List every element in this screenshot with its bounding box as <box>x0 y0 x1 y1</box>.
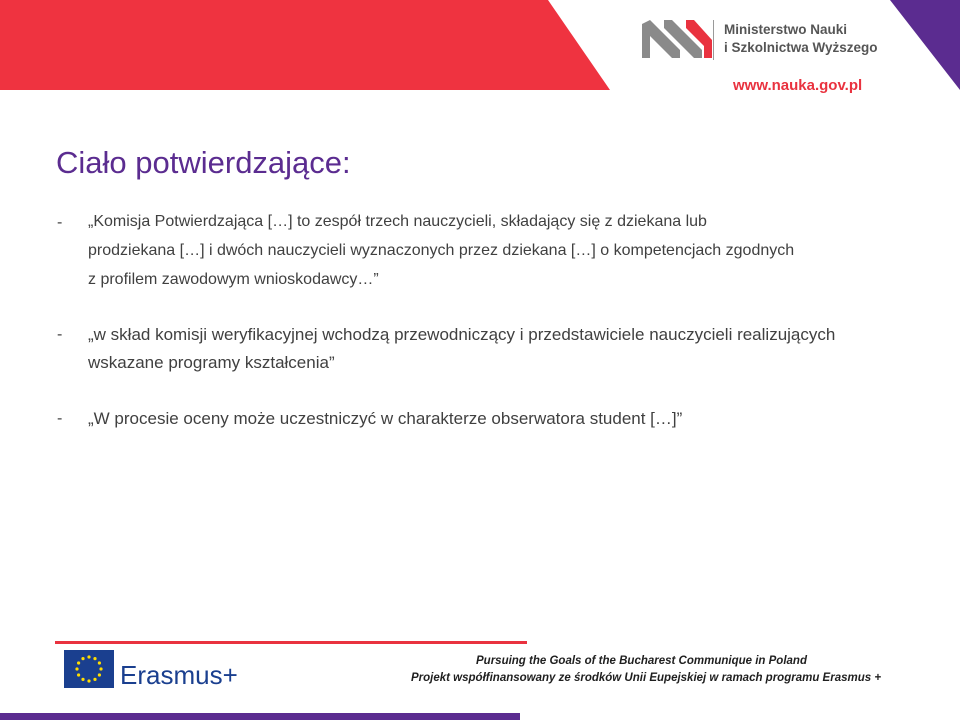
ministry-logo-icon <box>642 20 722 58</box>
item-2-line-2: wskazane programy kształcenia” <box>88 353 335 372</box>
footer-bar <box>0 713 520 720</box>
item-2-line-1: „w skład komisji weryfikacyjnej wchodzą przewodniczący i przedstawiciele nauczycieli realizujących <box>88 325 836 344</box>
bullet-marker: - <box>57 326 63 343</box>
header-purple-corner <box>890 0 960 90</box>
item-1-line-3: z profilem zawodowym wnioskodawcy…” <box>88 271 379 288</box>
item-3-line-1: „W procesie oceny może uczestniczyć w charakterze obserwatora student […]” <box>88 409 683 428</box>
item-1-line-2: prodziekana […] i dwóch nauczycieli wyznaczonych przez dziekana […] o kompetencjach zgodnych <box>88 242 795 259</box>
ministry-name-line1: Ministerstwo Nauki <box>724 22 848 37</box>
eu-flag-icon <box>64 650 114 688</box>
item-1-line-1: „Komisja Potwierdzająca […] to zespół trzech nauczycieli, składający się z dziekana lub <box>88 213 707 230</box>
erasmus-logo-text: Erasmus+ <box>120 660 238 690</box>
slide-title: Ciało potwierdzające: <box>56 145 351 180</box>
logo-divider <box>713 20 714 60</box>
bullet-marker: - <box>57 410 63 427</box>
ministry-name-line2: i Szkolnictwa Wyższego <box>724 40 878 55</box>
ministry-url-link[interactable]: www.nauka.gov.pl <box>733 77 863 94</box>
bullet-marker: - <box>57 214 63 231</box>
footer-cofinancing-note: Projekt współfinansowany ze środków Unii Eupejskiej w ramach programu Erasmus + <box>411 672 882 684</box>
footer-divider <box>55 641 527 644</box>
footer-project-title: Pursuing the Goals of the Bucharest Communique in Poland <box>476 655 807 667</box>
